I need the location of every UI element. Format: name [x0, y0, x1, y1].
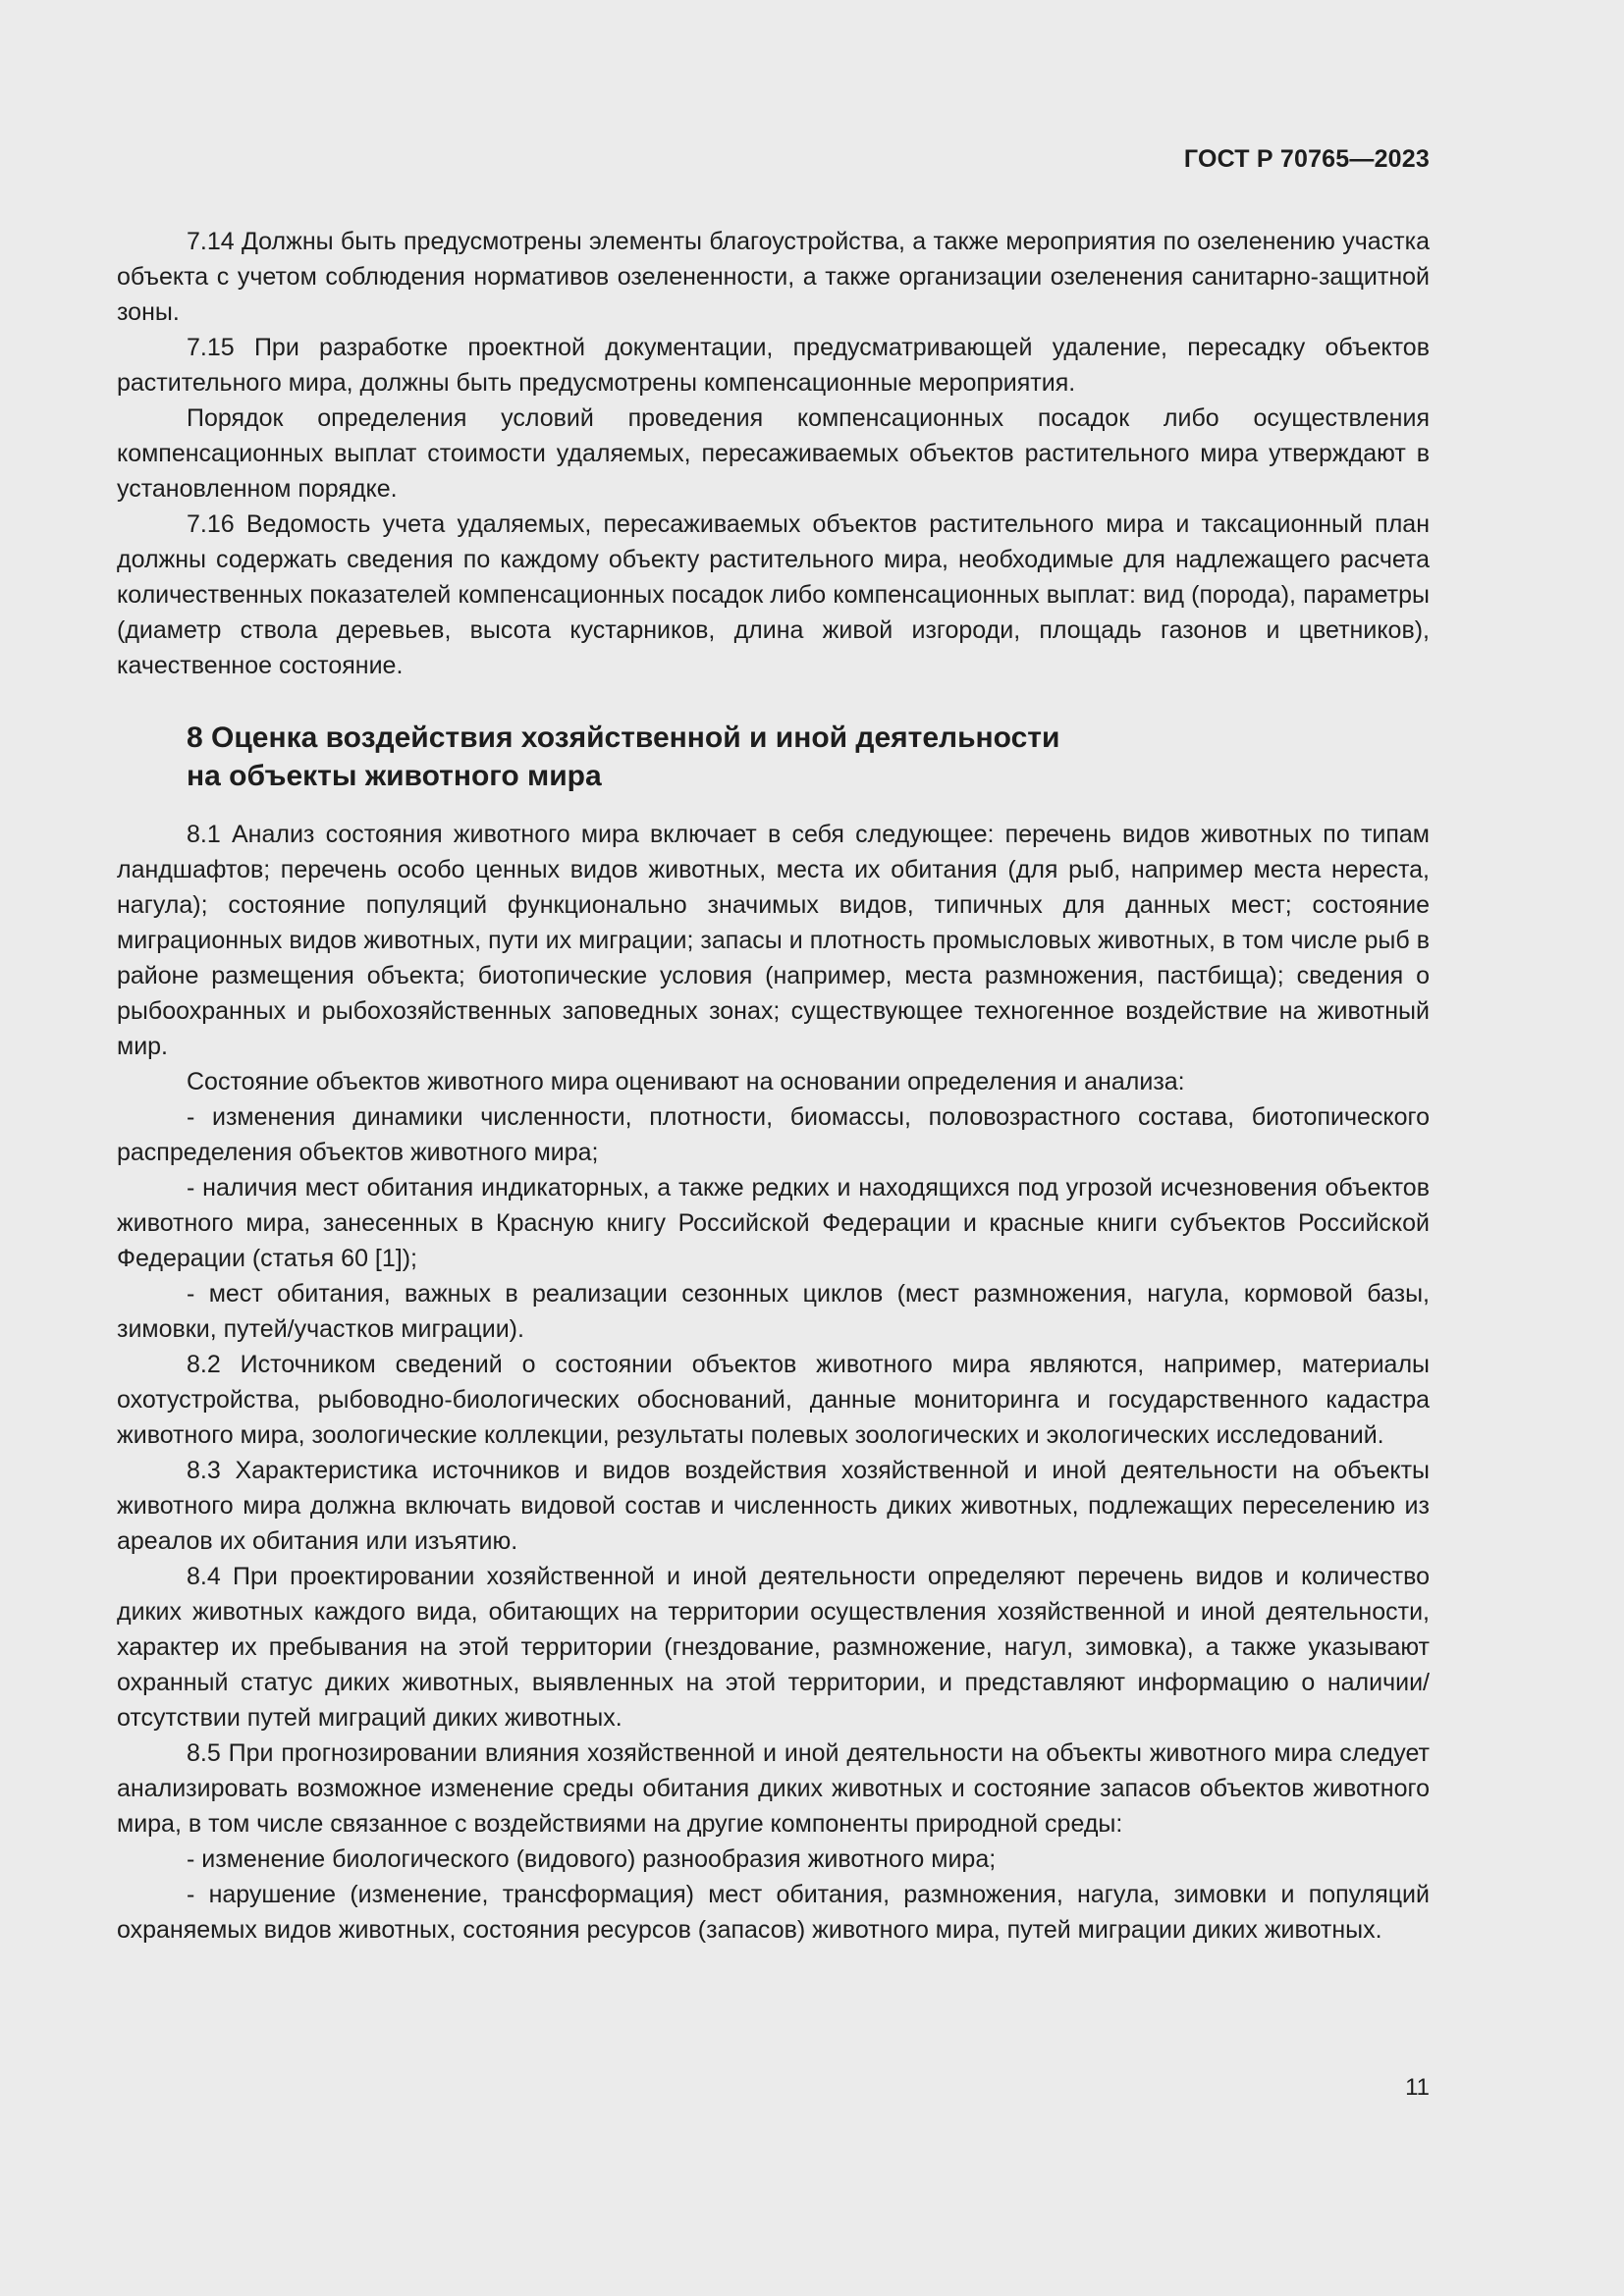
list-item-habitats-rare-species: - наличия мест обитания индикаторных, а также редких и находящихся под угрозой исчезновения объектов животного мира, занесенных в Красную книгу Российской Федерации и красные книги субъектов Российской Федерации (статья 60 [1]); [117, 1174, 1430, 1272]
paragraph-7-14: 7.14 Должны быть предусмотрены элементы благоустройства, а также мероприятия по озеленению участка объекта с учетом соблюдения нормативов озелененности, а также организации озеленения санитарно-защитной зоны. [117, 228, 1430, 326]
paragraph-8-5: 8.5 При прогнозировании влияния хозяйственной и иной деятельности на объекты животного мира следует анализировать возможное изменение среды обитания диких животных и состояние запасов объектов животного мира, в том числе связанное с воздействиями на другие компоненты природной среды: [117, 1739, 1430, 1838]
paragraph-8-4: 8.4 При проектировании хозяйственной и иной деятельности определяют перечень видов и количество диких животных каждого вида, обитающих на территории осуществления хозяйственной и иной деятельности, характер их пребывания на этой территории (гнездование, размножение, нагул, зимовка), а также указывают охранный статус диких животных, выявленных на этой территории, и представляют информацию о наличии/отсутствии путей миграций диких животных. [117, 1563, 1430, 1732]
paragraph-assessment-basis: Состояние объектов животного мира оценивают на основании определения и анализа: [187, 1068, 1185, 1095]
paragraph-7-16: 7.16 Ведомость учета удаляемых, пересаживаемых объектов растительного мира и таксационный план должны содержать сведения по каждому объекту растительного мира, необходимые для надлежащего расчета количественных показателей компенсационных посадок либо компенсационных выплат: вид (порода), параметры (диаметр ствола деревьев, высота кустарников, длина живой изгороди, площадь газонов и цветников), качественное состояние. [117, 510, 1430, 679]
list-item-habitat-disruption: - нарушение (изменение, трансформация) мест обитания, размножения, нагула, зимовки и популяций охраняемых видов животных, состояния ресурсов (запасов) животного мира, путей миграции диких животных. [117, 1881, 1430, 1944]
section-8-heading-line-1: 8 Оценка воздействия хозяйственной и иной деятельности [187, 721, 1060, 754]
paragraph-8-2: 8.2 Источником сведений о состоянии объектов животного мира являются, например, материалы охотустройства, рыбоводно-биологических обоснований, данные мониторинга и государственного кадастра животного мира, зоологические коллекции, результаты полевых зоологических и экологических исследований. [117, 1351, 1430, 1449]
document-id-header: ГОСТ Р 70765—2023 [1183, 145, 1430, 173]
paragraph-7-15: 7.15 При разработке проектной документации, предусматривающей удаление, пересадку объектов растительного мира, должны быть предусмотрены компенсационные мероприятия. [117, 334, 1430, 397]
paragraph-8-3: 8.3 Характеристика источников и видов воздействия хозяйственной и иной деятельности на объекты животного мира должна включать видовой состав и численность диких животных, подлежащих переселению из ареалов их обитания или изъятию. [117, 1457, 1430, 1555]
page-number: 11 [1405, 2074, 1430, 2101]
paragraph-8-1: 8.1 Анализ состояния животного мира включает в себя следующее: перечень видов животных по типам ландшафтов; перечень особо ценных видов животных, места их обитания (для рыб, например места нереста, нагула); состояние популяций функционально значимых видов, типичных для данных мест; состояние миграционных видов животных, пути их миграции; запасы и плотность промысловых животных, в том числе рыб в районе размещения объекта; биотопические условия (например, места размножения, пастбища); сведения о рыбоохранных и рыбохозяйственных заповедных зонах; существующее техногенное воздействие на животный мир. [117, 821, 1430, 1060]
paragraph-compensation-order: Порядок определения условий проведения компенсационных посадок либо осуществления компенсационных выплат стоимости удаляемых, пересаживаемых объектов растительного мира утверждают в установленном порядке. [117, 404, 1430, 503]
document-body [117, 224, 1430, 1948]
list-item-population-dynamics: - изменения динамики численности, плотности, биомассы, половозрастного состава, биотопического распределения объектов животного мира; [117, 1103, 1430, 1166]
list-item-seasonal-habitats: - мест обитания, важных в реализации сезонных циклов (мест размножения, нагула, кормовой базы, зимовки, путей/участков миграции). [117, 1280, 1430, 1343]
section-8-heading [187, 719, 1267, 795]
section-8-heading-line-2: на объекты животного мира [187, 760, 602, 792]
list-item-biodiversity-change: - изменение биологического (видового) разнообразия животного мира; [187, 1845, 997, 1873]
